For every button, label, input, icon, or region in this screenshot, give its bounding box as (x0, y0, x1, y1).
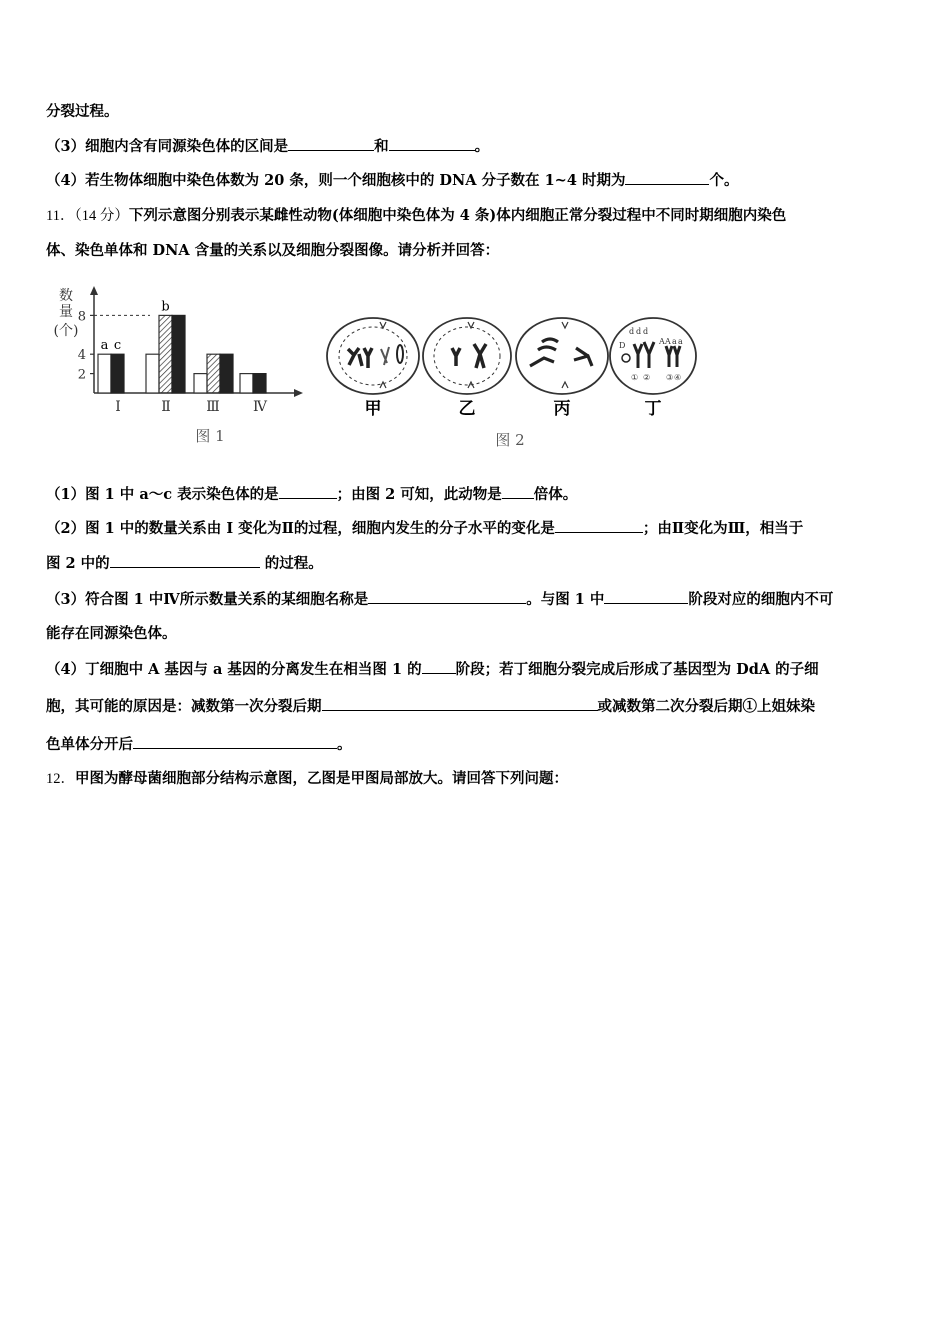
text: 。 (337, 736, 352, 753)
gene-a-1: a (672, 337, 677, 346)
question-number: 12． (46, 771, 75, 787)
text: （4）丁细胞中 A 基因与 a 基因的分离发生在相当图 1 的 (46, 661, 422, 678)
q11-part-1 (46, 484, 910, 505)
gene-d-3: d (643, 327, 649, 336)
x-tick-label: Ⅱ (161, 399, 171, 415)
marker-4: ④ (674, 373, 682, 382)
text: 图 2 中的 (46, 555, 110, 572)
cell-label-bing: 丙 (553, 399, 571, 419)
marker-1: ① (631, 373, 639, 382)
figure-2-caption: 图 2 (495, 431, 525, 449)
answer-blank[interactable] (422, 659, 456, 674)
gene-D: D (619, 341, 626, 350)
text: 。与图 1 中 (526, 591, 605, 608)
answer-blank[interactable] (604, 589, 688, 604)
q11-part-3 (46, 589, 910, 610)
text: 甲图为酵母菌细胞部分结构示意图，乙图是甲图局部放大。请回答下列问题： (75, 770, 568, 787)
gene-A-2: A (665, 337, 671, 346)
figure-1-caption: 图 1 (195, 427, 225, 445)
bar-a (98, 354, 111, 393)
text: 阶段对应的细胞内不可 (688, 591, 834, 608)
answer-blank[interactable] (555, 518, 643, 533)
bar-c (253, 374, 266, 393)
y-axis-arrow (90, 286, 98, 295)
text: 和 (374, 138, 389, 155)
text: 体、染色单体和 DNA 含量的关系以及细胞分裂图像。请分析并回答： (46, 242, 500, 259)
figure-1-bar-chart (50, 283, 310, 453)
text: 下列示意图分别表示某雌性动物(体细胞中染色体为 4 条)体内细胞正常分裂过程中不同时期细胞内染色 (128, 207, 787, 224)
line-5 (46, 241, 910, 261)
question-12 (46, 769, 910, 789)
bar-b (207, 354, 220, 393)
gene-A-1: A (659, 337, 665, 346)
line-12 (46, 696, 910, 717)
x-tick-label: Ⅲ (206, 399, 220, 415)
line-2 (46, 136, 910, 157)
cell-bing (516, 318, 608, 394)
text: （3）符合图 1 中Ⅳ所示数量关系的某细胞名称是 (46, 591, 369, 608)
text: 阶段；若丁细胞分裂完成后形成了基因型为 DdA 的子细 (455, 661, 819, 678)
q11-part-4 (46, 659, 910, 680)
gene-d-2: d (636, 327, 642, 336)
text: 倍体。 (533, 486, 578, 503)
text: 个。 (709, 172, 739, 189)
bar-c (172, 315, 185, 393)
question-number: 11．（14 分） (46, 208, 129, 224)
answer-blank[interactable] (389, 136, 475, 151)
bar-c (111, 354, 124, 393)
line-13 (46, 734, 910, 755)
bar-b (159, 315, 172, 393)
cell-label-ding: 丁 (644, 399, 662, 419)
answer-blank[interactable] (625, 170, 709, 185)
line-1 (46, 102, 910, 122)
line-3 (46, 170, 910, 191)
y-tick-label: 8 (77, 309, 86, 325)
gene-a-2: a (678, 337, 683, 346)
text: （2）图 1 中的数量关系由 I 变化为Ⅱ的过程，细胞内发生的分子水平的变化是 (46, 520, 555, 537)
text: ；由图 2 可知，此动物是 (336, 486, 502, 503)
marker-3: ③ (666, 373, 674, 382)
bar-a (240, 374, 253, 393)
ylabel-3: (个) (53, 323, 79, 339)
answer-blank[interactable] (322, 696, 598, 711)
text: 能存在同源染色体。 (46, 625, 177, 642)
bar-c (220, 354, 233, 393)
text: （4）若生物体细胞中染色体数为 20 条，则一个细胞核中的 DNA 分子数在 1~4 时期为 (46, 172, 626, 189)
y-tick-label: 4 (77, 348, 86, 364)
cell-label-yi: 乙 (458, 399, 476, 419)
cell-ding (610, 318, 696, 394)
x-tick-label: Ⅳ (253, 399, 267, 415)
text: （3）细胞内含有同源染色体的区间是 (46, 138, 289, 155)
y-tick-label: 2 (77, 367, 86, 383)
text: 的过程。 (259, 555, 323, 572)
cell-label-jia: 甲 (364, 399, 382, 419)
cell-jia (327, 318, 419, 394)
x-tick-label: I (115, 399, 121, 415)
bar-label-b: b (161, 299, 170, 315)
text: 。 (474, 138, 490, 155)
x-axis-arrow (294, 389, 303, 397)
bar-label-c: c (113, 338, 122, 354)
answer-blank[interactable] (368, 589, 526, 604)
text: 或减数第二次分裂后期①上姐妹染 (597, 698, 815, 715)
text: 胞，其可能的原因是：减数第一次分裂后期 (46, 698, 322, 715)
answer-blank[interactable] (279, 484, 337, 499)
marker-2: ② (643, 373, 651, 382)
q11-part-2 (46, 518, 910, 539)
bar-label-a: a (100, 338, 109, 354)
answer-blank[interactable] (133, 734, 337, 749)
answer-blank[interactable] (110, 553, 260, 568)
text: 分裂过程。 (46, 103, 119, 120)
line-8 (46, 553, 910, 574)
question-11 (46, 206, 910, 226)
gene-d-1: d (629, 327, 635, 336)
bar-a (146, 354, 159, 393)
figure-2-cell-diagrams (326, 314, 698, 456)
ylabel-2: 量 (59, 304, 73, 320)
answer-blank[interactable] (288, 136, 374, 151)
line-10 (46, 624, 910, 644)
text: ；由Ⅱ变化为Ⅲ，相当于 (642, 520, 804, 537)
answer-blank[interactable] (502, 484, 534, 499)
bar-a (194, 374, 207, 393)
cell-yi (423, 318, 511, 394)
text: （1）图 1 中 a～c 表示染色体的是 (46, 486, 279, 503)
text: 色单体分开后 (46, 736, 133, 753)
ylabel-1: 数 (59, 288, 73, 304)
